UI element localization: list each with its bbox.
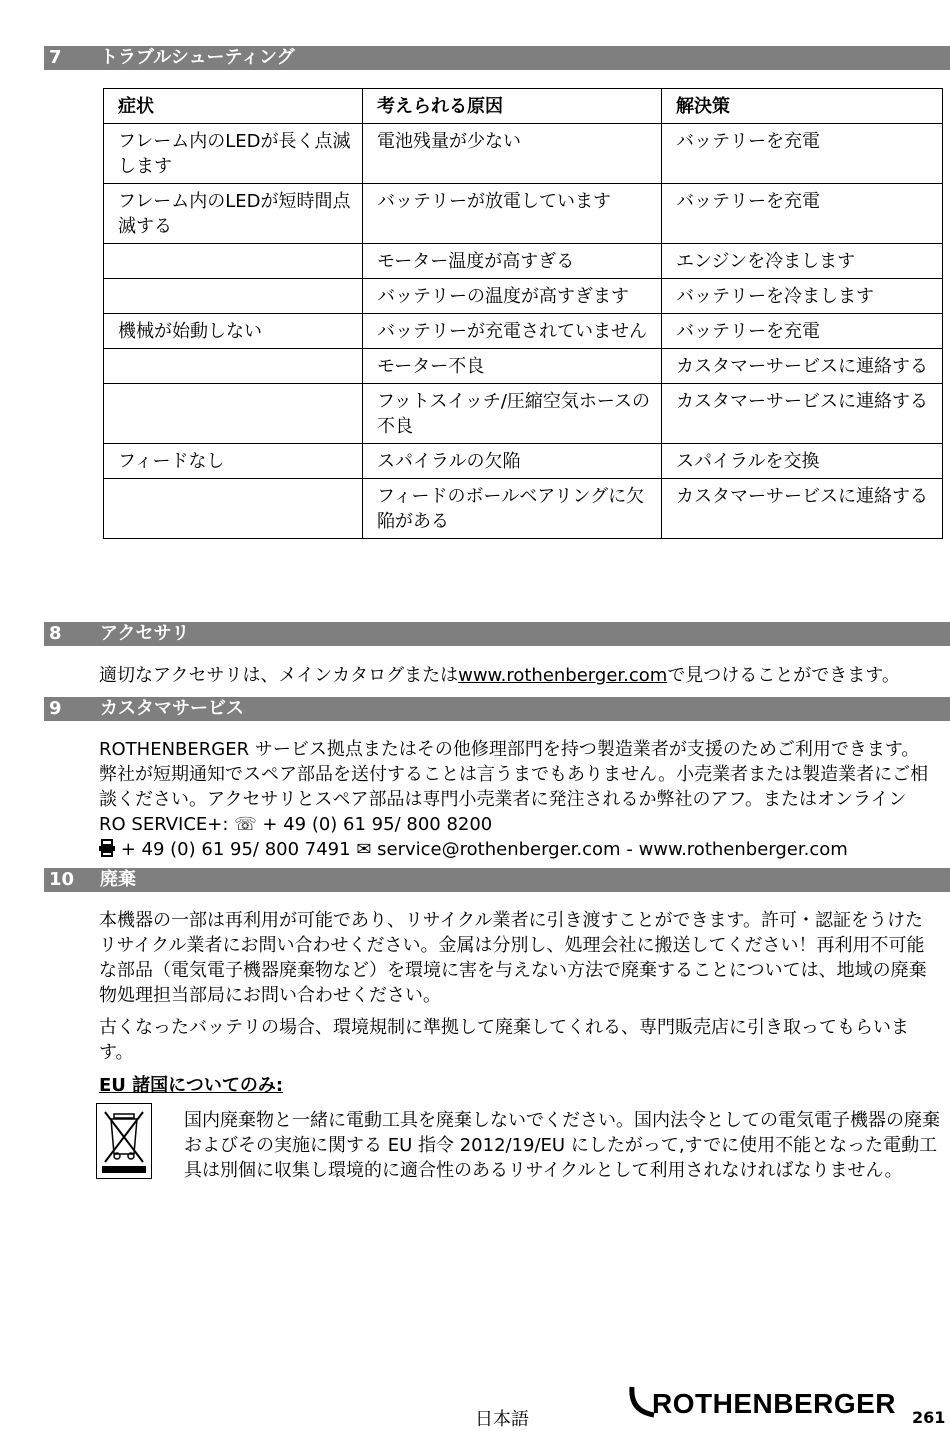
eu-heading: EU 諸国についてのみ: <box>99 1075 284 1096</box>
table-cell: フレーム内のLEDが長く点滅します <box>104 124 363 184</box>
table-cell <box>104 384 363 444</box>
table-cell: バッテリーが放電しています <box>363 184 662 244</box>
disposal-paragraph-2: 古くなったバッテリの場合、環境規制に準拠して廃棄してくれる、専門販売店に引き取ってもらいます。 <box>99 1017 909 1063</box>
footer-language: 日本語 <box>475 1409 529 1430</box>
table-cell: スパイラルの欠陥 <box>363 444 662 479</box>
table-row <box>104 244 943 279</box>
section-header-7 <box>44 46 950 70</box>
table-row <box>104 444 943 479</box>
table-cell: バッテリーを充電 <box>662 314 943 349</box>
table-cell: バッテリーを充電 <box>662 184 943 244</box>
fax-number: + 49 (0) 61 95/ 800 7491 <box>120 839 351 860</box>
section-title: カスタマサービス <box>100 698 244 719</box>
section-number: 9 <box>49 698 62 719</box>
table-cell: フレーム内のLEDが短時間点滅する <box>104 184 363 244</box>
section-title: 廃棄 <box>100 869 136 890</box>
table-row <box>104 479 943 539</box>
disposal-paragraph-1: 本機器の一部は再利用が可能であり、リサイクル業者に引き渡すことができます。許可・認証をうけたリサイクル業者にお問い合わせください。金属は分別し、処理会社に搬送してください！再利用不可能な部品（電気電子機器廃棄物など）を環境に害を与えない方法で廃棄することについては、地域の廃棄物処理担当部局にお問い合わせください。 <box>99 910 927 1006</box>
section-header-8 <box>44 622 950 646</box>
fax-icon <box>99 839 115 855</box>
column-header: 考えられる原因 <box>363 89 662 124</box>
section-number: 8 <box>49 623 62 644</box>
service-website[interactable]: www.rothenberger.com <box>638 839 848 860</box>
table-cell: バッテリーの温度が高すぎます <box>363 279 662 314</box>
section-number: 10 <box>49 869 75 890</box>
table-row <box>104 349 943 384</box>
email-icon: ✉ <box>356 839 372 860</box>
table-row <box>104 384 943 444</box>
accessory-paragraph <box>99 663 950 688</box>
table-row <box>104 184 943 244</box>
table-cell <box>104 479 363 539</box>
table-cell: モーター温度が高すぎる <box>363 244 662 279</box>
column-header: 解決策 <box>662 89 943 124</box>
table-row <box>104 314 943 349</box>
troubleshooting-table <box>103 88 943 539</box>
table-cell: 電池残量が少ない <box>363 124 662 184</box>
table-cell: カスタマーサービスに連絡する <box>662 479 943 539</box>
accessory-text-end: で見つけることができます。 <box>667 665 900 686</box>
column-header: 症状 <box>104 89 363 124</box>
table-cell: 機械が始動しない <box>104 314 363 349</box>
table-cell: エンジンを冷まします <box>662 244 943 279</box>
page-number: 261 <box>912 1408 946 1427</box>
brand-logo <box>628 1385 896 1420</box>
table-header-row <box>104 89 943 124</box>
section-header-9 <box>44 697 950 721</box>
table-cell: モーター不良 <box>363 349 662 384</box>
eu-disposal-text: 国内廃棄物と一緒に電動工具を廃棄しないでください。国内法令としての電気電子機器の廃棄およびその実施に関する EU 指令 2012/19/EU にしたがって,すでに使用不能となった電動工具は別個に収集し環境的に適合性のあるリサイクルとして利用されなければなりません。 <box>184 1110 940 1181</box>
table-cell: フィードなし <box>104 444 363 479</box>
weee-bin-icon <box>96 1103 152 1179</box>
table-cell: カスタマーサービスに連絡する <box>662 384 943 444</box>
table-cell: フットスイッチ/圧縮空気ホースの不良 <box>363 384 662 444</box>
section-header-10 <box>44 868 950 892</box>
table-row <box>104 279 943 314</box>
table-cell <box>104 244 363 279</box>
table-cell: バッテリーが充電されていません <box>363 314 662 349</box>
service-text: ROTHENBERGER サービス拠点またはその他修理部門を持つ製造業者が支援のためご利用できます。弊社が短期通知でスペア部品を送付することは言うまでもありません。小売業者または製造業者にご相談ください。アクセサリとスペア部品は専門小売業者に発注されるか弊社のアフ。またはオンライン RO SERVICE+: <box>99 739 929 835</box>
table-cell: カスタマーサービスに連絡する <box>662 349 943 384</box>
service-paragraph <box>99 737 935 862</box>
phone-number: + 49 (0) 61 95/ 800 8200 <box>262 814 493 835</box>
brand-name: ROTHENBERGER <box>652 1388 897 1419</box>
accessory-text: 適切なアクセサリは、メインカタログまたは <box>99 665 459 686</box>
table-cell: バッテリーを充電 <box>662 124 943 184</box>
separator: - <box>620 839 639 860</box>
section-title: トラブルシューティング <box>100 47 295 68</box>
table-cell <box>104 349 363 384</box>
service-email[interactable]: service@rothenberger.com <box>377 839 621 860</box>
table-cell: フィードのボールベアリングに欠陥がある <box>363 479 662 539</box>
section-number: 7 <box>49 47 62 68</box>
phone-icon: ☏ <box>234 814 257 835</box>
website-link[interactable]: www.rothenberger.com <box>458 665 668 686</box>
table-cell <box>104 279 363 314</box>
table-cell: バッテリーを冷まします <box>662 279 943 314</box>
table-cell: スパイラルを交換 <box>662 444 943 479</box>
table-row <box>104 124 943 184</box>
section-title: アクセサリ <box>100 623 190 644</box>
